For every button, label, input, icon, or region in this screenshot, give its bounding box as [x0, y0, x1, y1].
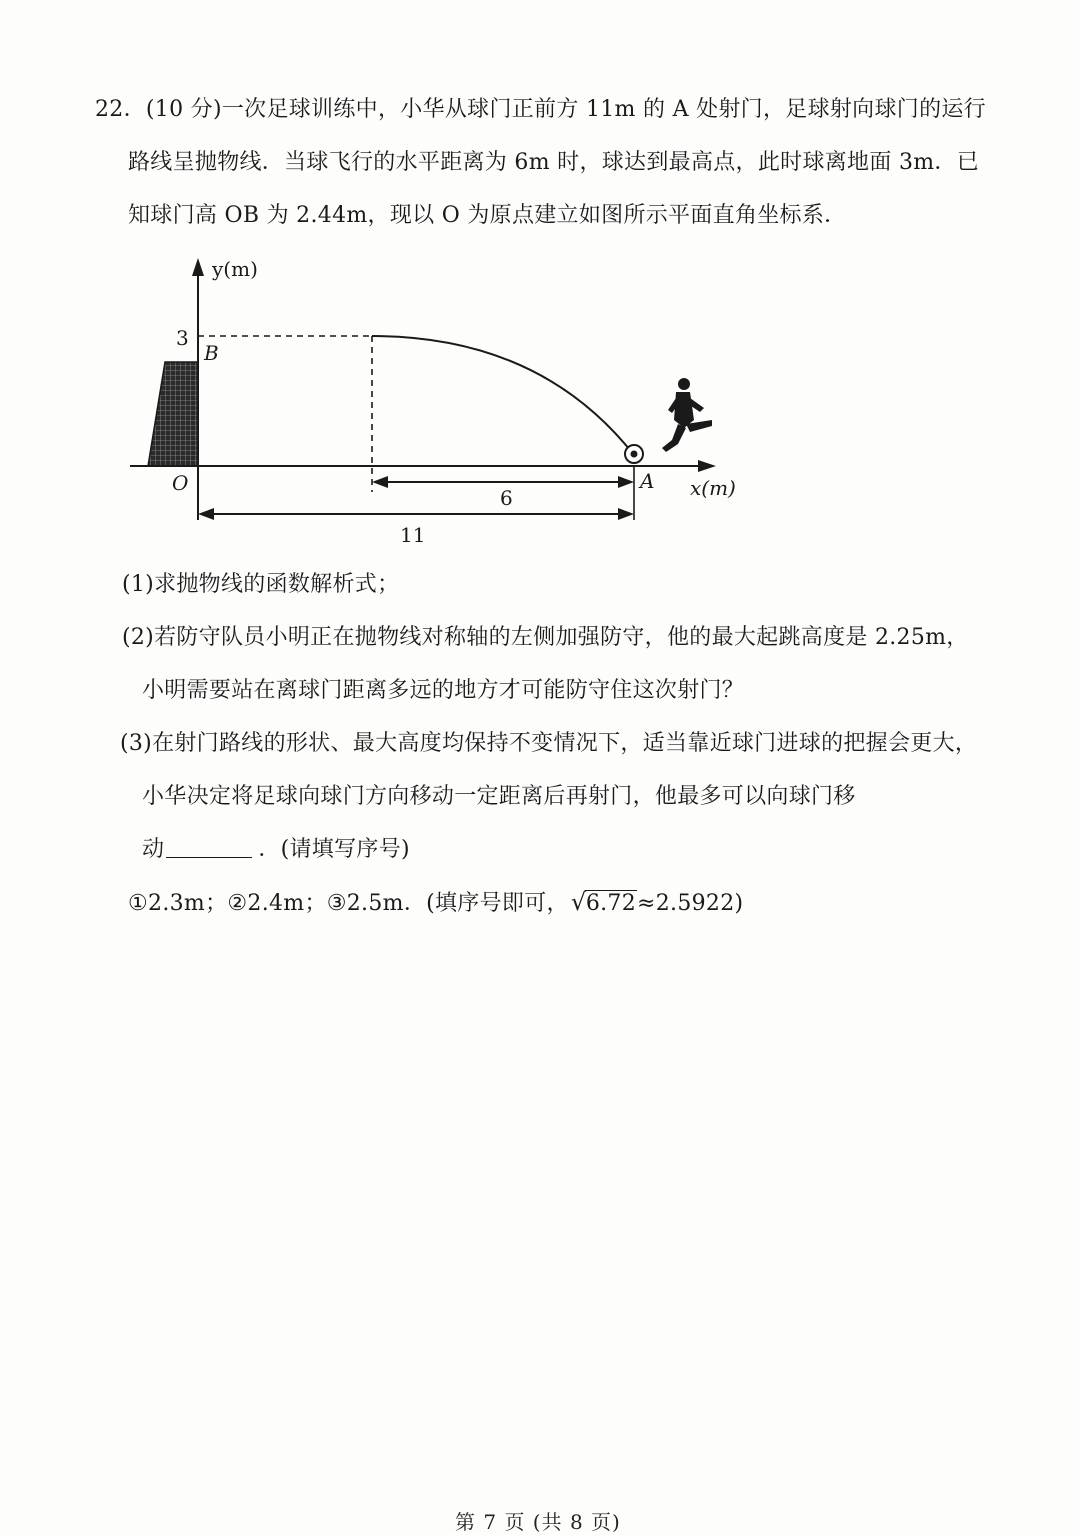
x-axis-arrow: [698, 460, 716, 472]
coordinate-figure: [0, 0, 1080, 560]
y-axis-label: y(m): [212, 257, 258, 281]
dimension-arrow-right-11: [618, 508, 634, 520]
part-3-text-before-blank: 动: [142, 837, 165, 862]
dimension-label-6: 6: [500, 486, 513, 510]
part-3-text-after-blank: ．(请填写序号): [258, 837, 410, 862]
options-approx: ≈2.5922): [637, 891, 744, 916]
question-line-1: 22．(10 分)一次足球训练中，小华从球门正前方 11m 的 A 处射门，足球射向球门的运行: [95, 97, 986, 122]
answer-blank[interactable]: [166, 837, 252, 858]
radicand: 6.72: [585, 891, 636, 916]
goal-net: [148, 362, 198, 466]
football-icon: [625, 445, 643, 463]
options-line: [128, 889, 743, 919]
tick-label-3: 3: [176, 326, 189, 350]
dimension-arrow-right-6: [618, 476, 634, 488]
part-3-line-3: [142, 835, 410, 865]
point-label-A: A: [640, 469, 655, 493]
y-axis-arrow: [192, 258, 204, 276]
part-2-line-1: (2)若防守队员小明正在抛物线对称轴的左侧加强防守，他的最大起跳高度是 2.25m，: [122, 625, 969, 650]
question-line-2: 路线呈抛物线．当球飞行的水平距离为 6m 时，球达到最高点，此时球离地面 3m．已: [128, 150, 979, 175]
player-silhouette-icon: [662, 378, 712, 452]
dimension-label-11: 11: [400, 523, 426, 547]
x-axis-label: x(m): [690, 476, 736, 500]
part-2-line-2: 小明需要站在离球门距离多远的地方才可能防守住这次射门？: [142, 678, 745, 703]
part-1-text: (1)求抛物线的函数解析式；: [122, 572, 400, 597]
dimension-arrow-left-6: [372, 476, 388, 488]
page-footer: 第 7 页 (共 8 页): [455, 1510, 621, 1534]
square-root: [571, 889, 637, 919]
radical-sign-icon: √: [570, 888, 587, 916]
parabola-curve: [372, 336, 634, 455]
point-label-O: O: [172, 471, 189, 495]
part-3-line-2: 小华决定将足球向球门方向移动一定距离后再射门，他最多可以向球门移: [142, 784, 856, 809]
dimension-arrow-left-11: [198, 508, 214, 520]
point-label-B: B: [204, 341, 219, 365]
options-text: ①2.3m；②2.4m；③2.5m．(填序号即可，: [128, 891, 569, 916]
question-line-3: 知球门高 OB 为 2.44m，现以 O 为原点建立如图所示平面直角坐标系．: [128, 203, 847, 228]
part-3-line-1: (3)在射门路线的形状、最大高度均保持不变情况下，适当靠近球门进球的把握会更大，: [120, 731, 978, 756]
